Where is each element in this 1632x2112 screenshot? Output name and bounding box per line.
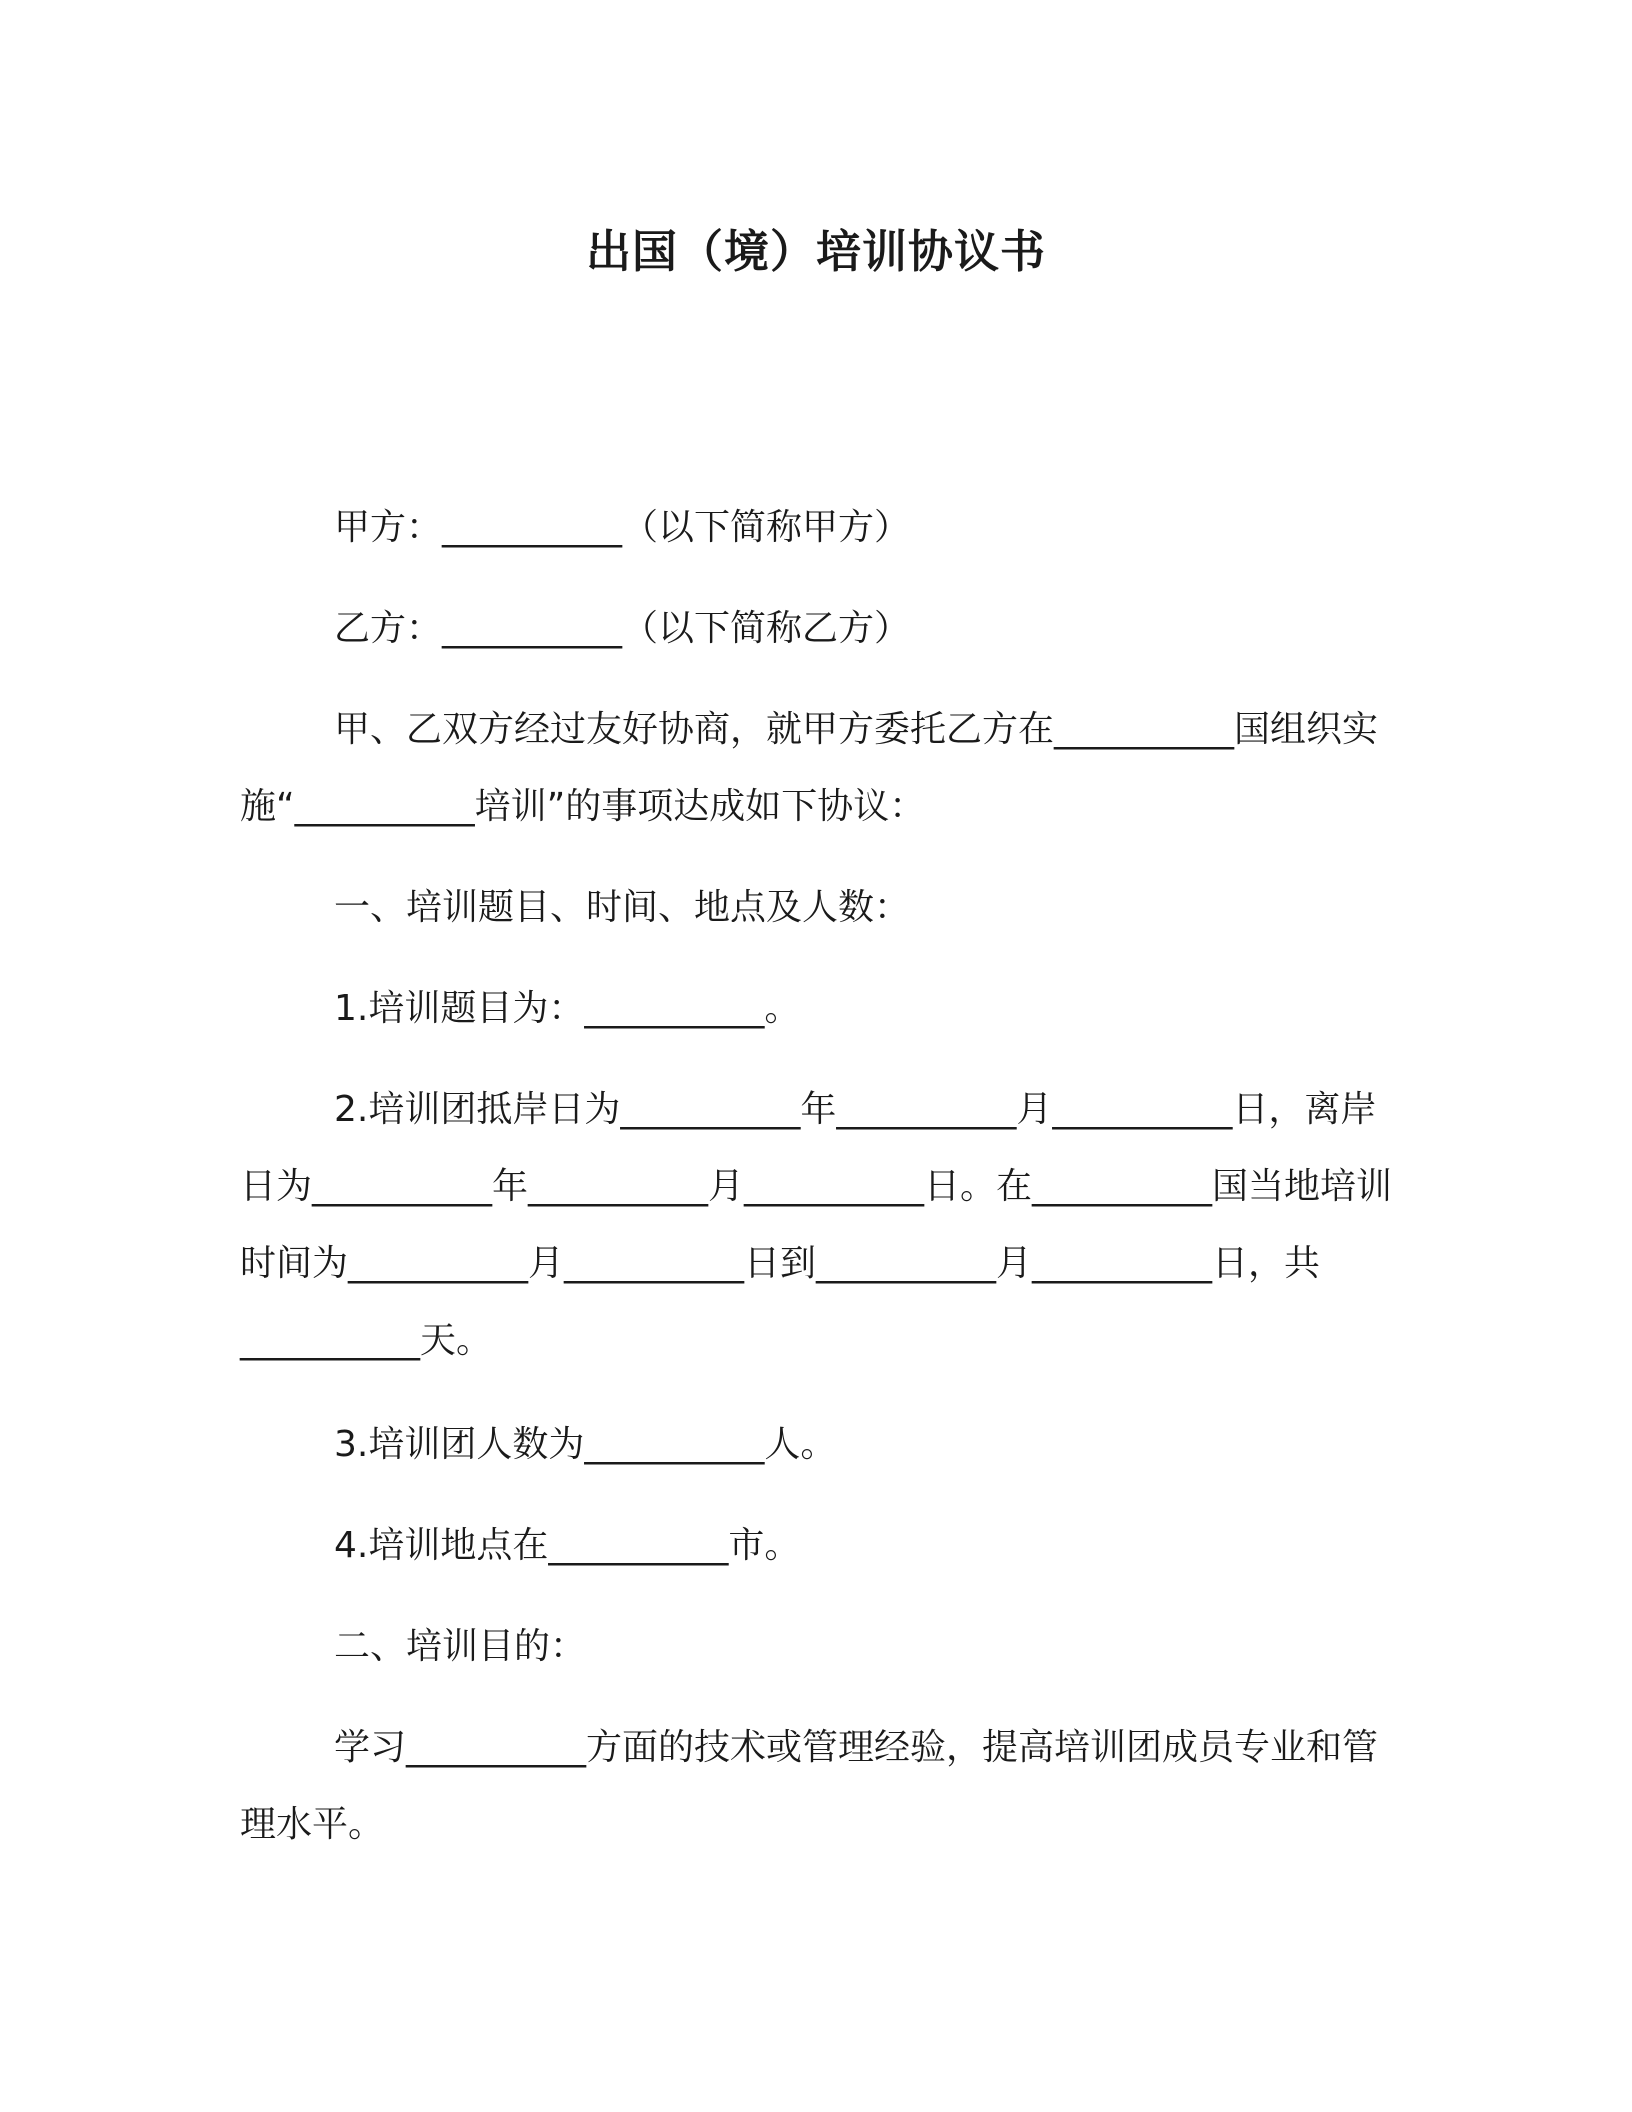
item-4-location: 4.培训地点在__________市。 — [334, 1525, 801, 1566]
item-2-schedule: 2.培训团抵岸日为__________年__________月__________日，离岸日为__________年__________月__________日。在__________国当地培训时间为__________月__________日到__________月__________日，共__________天。 — [240, 1089, 1393, 1361]
item-3-headcount: 3.培训团人数为__________人。 — [334, 1424, 837, 1465]
document-title: 出国（境）培训协议书 — [585, 225, 1046, 278]
party-a-line: 甲方：__________（以下简称甲方） — [334, 507, 911, 548]
item-1-topic: 1.培训题目为：__________。 — [334, 988, 801, 1029]
intro-paragraph: 甲、乙双方经过友好协商，就甲方委托乙方在__________国组织实施“__________培训”的事项达成如下协议： — [240, 709, 1379, 827]
section-1-heading: 一、培训题目、时间、地点及人数： — [334, 887, 911, 928]
party-b-line: 乙方：__________（以下简称乙方） — [334, 608, 911, 649]
purpose-paragraph: 学习__________方面的技术或管理经验，提高培训团成员专业和管理水平。 — [240, 1727, 1379, 1845]
section-2-heading: 二、培训目的： — [334, 1626, 587, 1667]
